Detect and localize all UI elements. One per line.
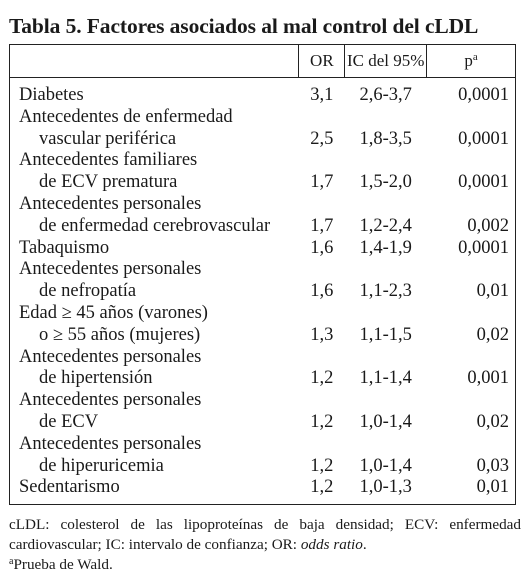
p-value-cell: 0,02 [427, 303, 516, 347]
or-cell: 1,2 [310, 368, 334, 389]
or-cell: 1,7 [310, 172, 334, 193]
factor-line1: Tabaquismo [19, 237, 110, 258]
p-value-cell: 0,01 [427, 477, 516, 504]
factor-cell [10, 259, 299, 303]
or-cell: 1,2 [310, 455, 334, 476]
factor-line2: de ECV prematura [39, 172, 178, 193]
table-row [10, 390, 516, 434]
table-row [10, 78, 516, 107]
factor-line2: de nefropatía [39, 281, 137, 302]
factor-cell [10, 477, 299, 504]
table-row [10, 107, 516, 151]
ic-cell: 1,1-1,4 [359, 368, 412, 389]
ic-cell: 1,5-2,0 [359, 172, 412, 193]
factor-line2: o ≥ 55 años (mujeres) [39, 324, 201, 345]
table-row [10, 347, 516, 391]
table-row [10, 434, 516, 478]
factor-line2: vascular periférica [39, 128, 177, 149]
ic-cell: 1,4-1,9 [359, 237, 412, 258]
factor-line2: de hipertensión [39, 368, 153, 389]
factor-line1: Antecedentes personales [19, 390, 202, 411]
table-header-row [10, 45, 516, 78]
factor-line1: Antecedentes familiares [19, 150, 198, 171]
header-or: OR [299, 45, 345, 78]
header-p: $p^a$ [427, 45, 516, 78]
factor-cell [10, 238, 299, 260]
table-body [10, 78, 516, 505]
factor-line1: Antecedentes personales [19, 193, 202, 214]
ic-cell: 1,0-1,3 [345, 477, 427, 504]
or-cell: 1,7 [310, 215, 334, 236]
header-factor [10, 45, 299, 78]
factor-line2: de ECV [39, 411, 99, 432]
p-value-cell: 0,001 [427, 347, 516, 391]
table-row [10, 259, 516, 303]
p-value-cell: 0,01 [427, 259, 516, 303]
factor-line1: Antecedentes personales [19, 259, 202, 280]
or-cell: 2,5 [310, 128, 334, 149]
or-cell: 3,1 [310, 85, 334, 105]
table-row [10, 194, 516, 238]
factor-line1: Antecedentes personales [19, 346, 202, 367]
factor-cell [10, 434, 299, 478]
factor-line1: Edad ≥ 45 años (varones) [19, 302, 208, 323]
ic-cell: 1,2-2,4 [359, 215, 412, 236]
factors-table [9, 44, 516, 505]
table-row [10, 303, 516, 347]
ic-cell: 2,6-3,7 [359, 85, 412, 105]
or-cell: 1,6 [310, 237, 334, 258]
factor-cell [10, 150, 299, 194]
factor-cell [10, 107, 299, 151]
factor-line1: Diabetes [19, 85, 84, 105]
header-ic: IC del 95% [345, 45, 427, 78]
factor-cell [10, 303, 299, 347]
table-footnote: cLDL: colesterol de las lipoproteínas de baja densidad; ECV: enfermedad cardiovascular; IC: intervalo de confianza; OR: odds ratio. $^a$Prueba de Wald. [9, 516, 521, 573]
factor-line2: de hiperuricemia [39, 455, 164, 476]
factor-line1: Antecedentes personales [19, 433, 202, 454]
p-value-cell: 0,0001 [427, 107, 516, 151]
ic-cell: 1,0-1,4 [359, 411, 412, 432]
p-value-cell: 0,03 [427, 434, 516, 478]
or-cell: 1,2 [310, 411, 334, 432]
p-value-cell: 0,0001 [427, 150, 516, 194]
factor-cell [10, 347, 299, 391]
factor-cell [10, 390, 299, 434]
p-value-cell: 0,0001 [427, 238, 516, 260]
table-row [10, 238, 516, 260]
factor-cell [10, 194, 299, 238]
ic-cell: 1,1-2,3 [359, 281, 412, 302]
ic-cell: 1,0-1,4 [359, 455, 412, 476]
table-title: Tabla 5. Factores asociados al mal control del cLDL [9, 14, 479, 38]
factor-line2: de enfermedad cerebrovascular [39, 215, 271, 236]
p-value-cell: 0,002 [427, 194, 516, 238]
or-cell: 1,2 [299, 477, 345, 504]
factor-cell [10, 78, 299, 107]
factor-line1: Sedentarismo [19, 477, 120, 498]
ic-cell: 1,8-3,5 [359, 128, 412, 149]
factor-line1: Antecedentes de enfermedad [19, 106, 233, 127]
ic-cell: 1,1-1,5 [359, 324, 412, 345]
or-cell: 1,6 [310, 281, 334, 302]
table-row [10, 150, 516, 194]
table-row [10, 477, 516, 504]
p-value-cell: 0,0001 [427, 78, 516, 107]
p-value-cell: 0,02 [427, 390, 516, 434]
or-cell: 1,3 [310, 324, 334, 345]
